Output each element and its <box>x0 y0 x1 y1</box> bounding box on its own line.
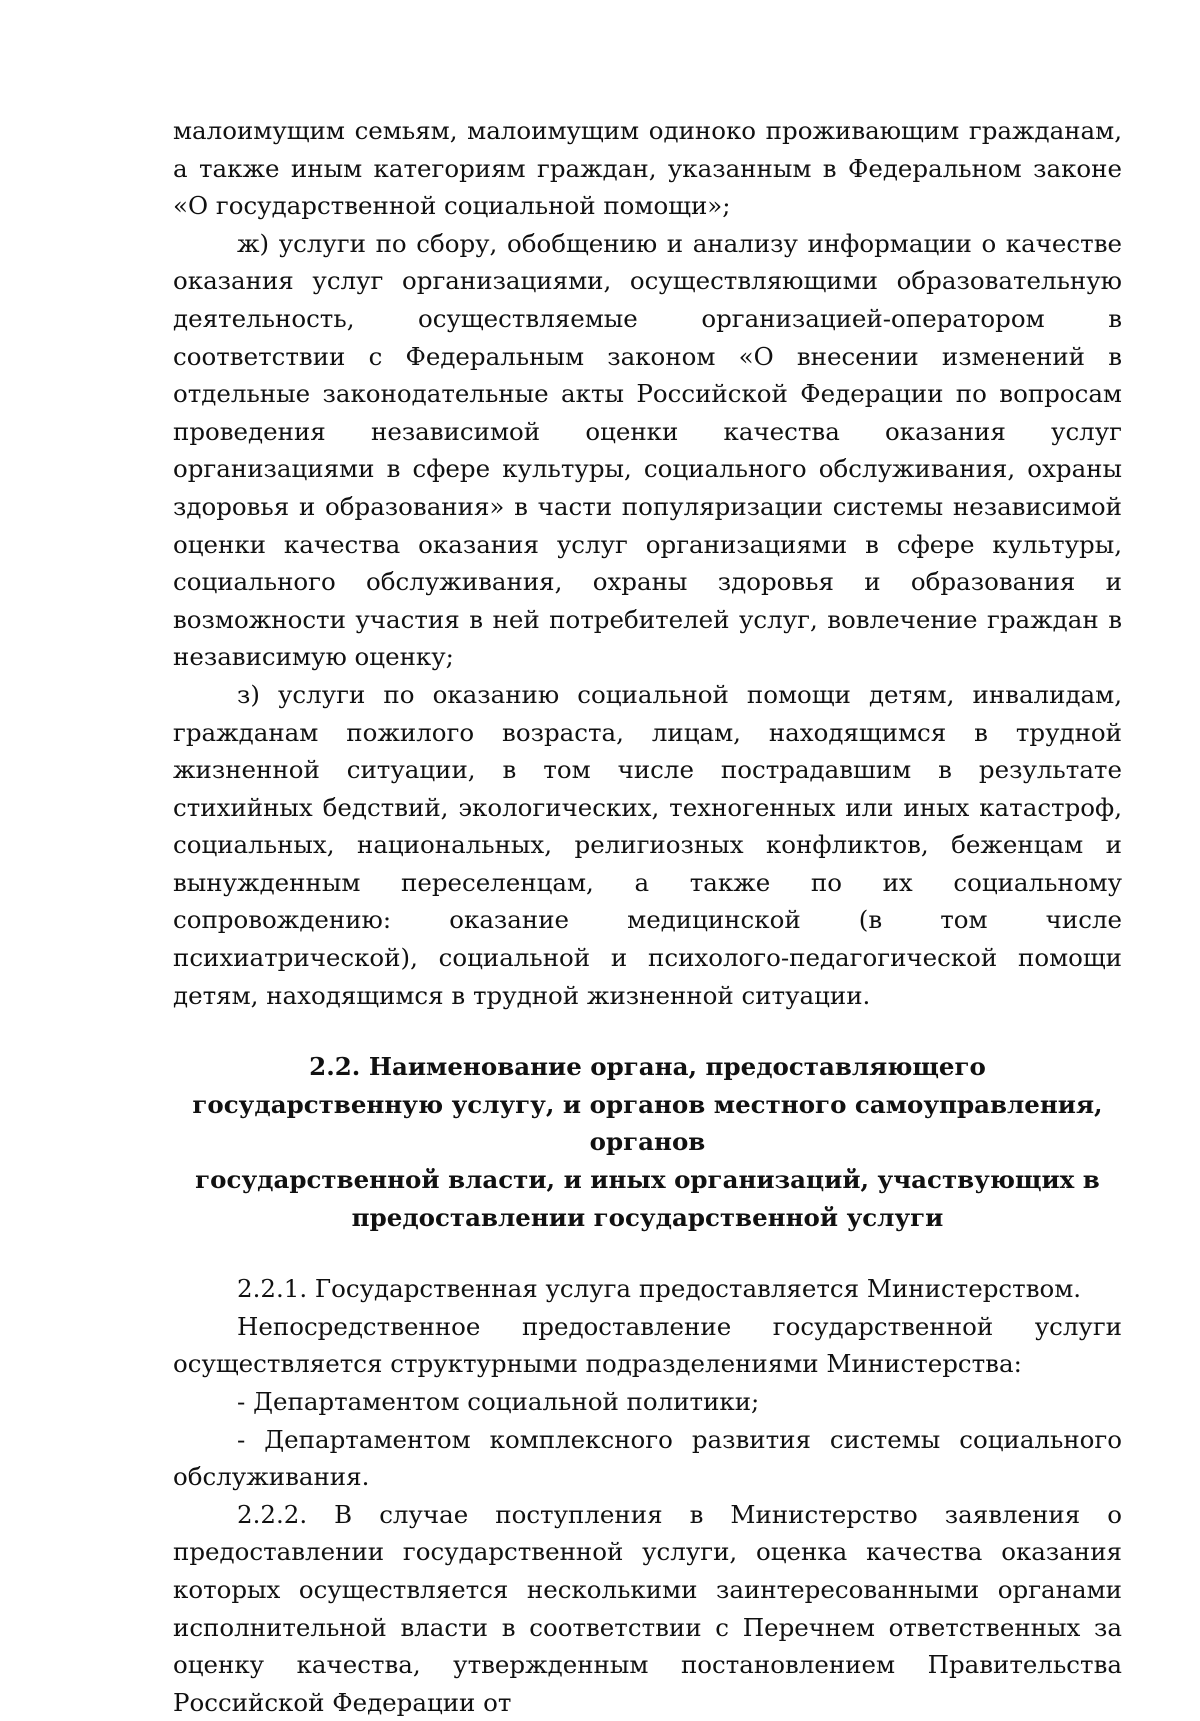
paragraph-item-z: з) услуги по оказанию социальной помощи детям, инвалидам, гражданам пожилого возраста, лицам, находящимся в трудной жизненной ситуации, в том числе пострадавшим в результате стихийных бедствий, экологических, техногенных или иных катастроф, социальных, национальных, религиозных конфликтов, беженцам и вынужденным переселенцам, а также по их социальному сопровождению: оказание медицинской (в том числе психиатрической), социальной и психолого-педагогической помощи детям, находящимся в трудной жизненной ситуации. <box>173 679 1122 1010</box>
list-item-social-services-dept: - Департаментом комплексного развития системы социального обслуживания. <box>173 1424 1122 1492</box>
document-body <box>173 112 1122 1721</box>
section-heading-line: государственную услугу, и органов местного самоуправления, органов <box>192 1089 1103 1157</box>
paragraph-continuation: малоимущим семьям, малоимущим одиноко проживающим гражданам, а также иным категориям граждан, указанным в Федеральном законе «О государственной социальной помощи»; <box>173 116 1122 221</box>
paragraph-item-zh: ж) услуги по сбору, обобщению и анализу информации о качестве оказания услуг организациями, осуществляющими образовательную деятельность, осуществляемые организацией-оператором в соответствии с Федеральным законом «О внесении изменений в отдельные законодательные акты Российской Федерации по вопросам проведения независимой оценки качества оказания услуг организациями в сфере культуры, социального обслуживания, охраны здоровья и образования» в части популяризации системы независимой оценки качества оказания услуг организациями в сфере культуры, социального обслуживания, охраны здоровья и образования и возможности участия в ней потребителей услуг, вовлечение граждан в независимую оценку; <box>173 228 1122 672</box>
paragraph-2-2-2: 2.2.2. В случае поступления в Министерство заявления о предоставлении государственной услуги, оценка качества оказания которых осуществляется несколькими заинтересованными органами исполнительной власти в соответствии с Перечнем ответственных за оценку качества, утвержденным постановлением Правительства Российской Федерации от <box>173 1499 1122 1717</box>
section-heading-line: государственной власти, и иных организаций, участвующих в <box>195 1165 1100 1195</box>
section-heading-line: 2.2. Наименование органа, предоставляющего <box>309 1052 986 1082</box>
section-heading-line: предоставлении государственной услуги <box>351 1202 944 1232</box>
section-heading <box>173 1048 1122 1236</box>
list-item-social-policy: - Департаментом социальной политики; <box>237 1387 760 1416</box>
paragraph-2-2-1: 2.2.1. Государственная услуга предоставляется Министерством. <box>237 1274 1082 1304</box>
paragraph-direct-provision: Непосредственное предоставление государственной услуги осуществляется структурными подразделениями Министерства: <box>173 1311 1122 1379</box>
